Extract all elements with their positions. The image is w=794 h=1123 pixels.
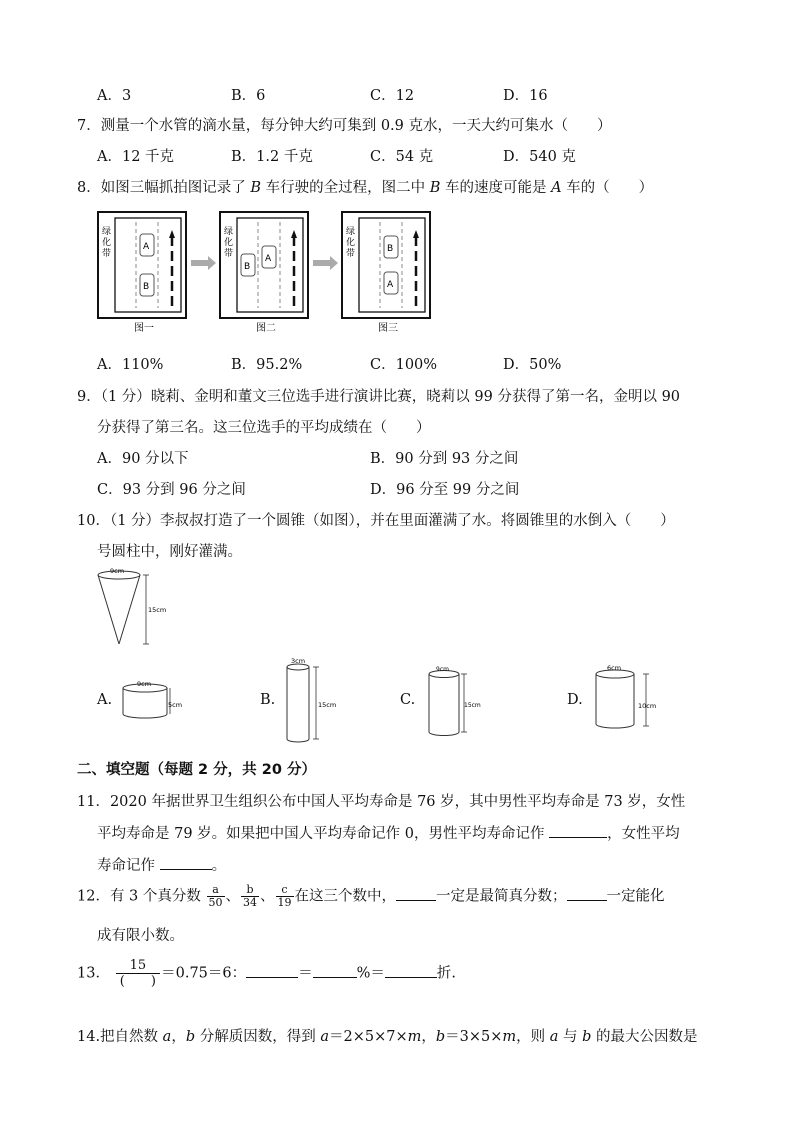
- finite-decimal-blank[interactable]: [567, 886, 607, 901]
- q10-cylinder-d: [592, 660, 672, 738]
- fraction-a-50: $\frac{a}{50}$: [208, 883, 223, 909]
- male-lifespan-blank[interactable]: [549, 823, 607, 838]
- car-a-2: A: [265, 254, 272, 264]
- q8-option-d: D．50%: [503, 357, 562, 373]
- q10-cylinder-a: [118, 676, 188, 724]
- female-lifespan-blank[interactable]: [160, 855, 212, 870]
- q12-line1: 12．有 3 个真分数 $\frac{a}{50}$ 、 $\frac{b}{34}$ 、 $\frac{c}{19}$ 在这三个数中， 一定是最简真分数； 一定能化: [77, 883, 665, 909]
- q6-option-c: C．12: [370, 88, 415, 104]
- q6-option-a: A．3: [97, 88, 132, 104]
- q9-line1: 9．（1 分）晓莉、金明和董文三位选手进行演讲比赛，晓莉以 99 分获得了第一名，金明以 90: [77, 389, 681, 405]
- car-a-1: A: [143, 242, 150, 252]
- q10-option-d-label: D.: [567, 692, 583, 708]
- q10-cone: [96, 566, 166, 648]
- q9-line2: 分获得了第三名。这三位选手的平均成绩在（ ）: [97, 420, 431, 436]
- q7-text: 7．测量一个水管的滴水量，每分钟大约可集到 0.9 克水，一天大约可集水（ ）: [77, 118, 612, 134]
- cylinder-c-diameter: 9cm: [436, 666, 449, 673]
- cylinder-b-diameter: 3cm: [291, 657, 306, 665]
- q8-option-b: B．95.2%: [231, 357, 303, 373]
- caption-2: 图二: [256, 323, 276, 334]
- cone-height: 15cm: [148, 606, 166, 614]
- car-b-1: B: [143, 282, 150, 292]
- q10-line2: 号圆柱中，刚好灌满。: [97, 544, 242, 560]
- q8-frame-1: [98, 212, 186, 318]
- car-b-2: B: [244, 262, 251, 272]
- fraction-15-over-blank: $\frac{15}{( )}$: [116, 958, 161, 989]
- q6-option-b: B．6: [231, 88, 266, 104]
- q10-cylinder-b: [282, 654, 342, 746]
- simplest-fraction-blank[interactable]: [396, 886, 436, 901]
- section-title: 二、填空题（每题 2 分，共 20 分）: [77, 762, 316, 778]
- cylinder-b-height: 15cm: [318, 701, 337, 709]
- q9-option-c: C．93 分到 96 分之间: [97, 482, 246, 498]
- percent-blank[interactable]: [313, 963, 357, 978]
- q6-option-d: D．16: [503, 88, 548, 104]
- cylinder-d-height: 10cm: [638, 702, 657, 710]
- cone-diameter: 9cm: [110, 567, 125, 575]
- q7-option-b: B．1.2 千克: [231, 149, 313, 165]
- q11-line3: 寿命记作 。: [97, 854, 226, 875]
- q7-option-c: C．54 克: [370, 149, 434, 165]
- caption-1: 图一: [134, 323, 154, 334]
- q11-line1: 11．2020 年据世界卫生组织公布中国人平均寿命是 76 岁，其中男性平均寿命是 73 岁，女性: [77, 794, 686, 810]
- green-belt-label-1: 绿化带: [102, 227, 112, 259]
- q10-option-b-label: B.: [260, 692, 276, 708]
- fraction-b-34: $\frac{b}{34}$: [243, 883, 258, 909]
- green-belt-label-2: 绿化带: [224, 227, 234, 259]
- cylinder-a-diameter: 9cm: [137, 680, 152, 688]
- caption-3: 图三: [378, 323, 398, 334]
- q14-line: 14.把自然数 a，b 分解质因数，得到 a＝2×5×7×m，b＝3×5×m，则 a 与 b 的最大公因数是: [77, 1029, 698, 1045]
- q12-line2: 成有限小数。: [97, 928, 184, 944]
- cylinder-c-height: 15cm: [464, 702, 481, 709]
- car-a-3: A: [387, 280, 394, 290]
- cylinder-a-height: 5cm: [168, 701, 183, 709]
- q9-option-a: A．90 分以下: [97, 451, 189, 467]
- q13-line: 13． $\frac{15}{( )}$ ＝0.75＝6： ＝ %＝ 折.: [77, 958, 457, 989]
- q8-frame-2: [220, 212, 308, 318]
- q11-line2: 平均寿命是 79 岁。如果把中国人平均寿命记作 0，男性平均寿命记作 ，女性平均: [97, 822, 680, 843]
- cylinder-d-diameter: 6cm: [607, 664, 622, 672]
- fraction-c-19: $\frac{c}{19}$: [277, 883, 292, 909]
- discount-blank[interactable]: [385, 963, 437, 978]
- arrow-right-icon: [191, 256, 216, 270]
- car-b-3: B: [387, 244, 394, 254]
- q9-option-b: B．90 分到 93 分之间: [370, 451, 519, 467]
- q10-option-a-label: A.: [97, 692, 113, 708]
- q9-option-d: D．96 分至 99 分之间: [370, 482, 520, 498]
- ratio-blank[interactable]: [246, 963, 298, 978]
- q8-option-c: C．100%: [370, 357, 438, 373]
- q10-cylinder-c: [424, 662, 494, 740]
- q10-line1: 10．（1 分）李叔叔打造了一个圆锥（如图），并在里面灌满了水。将圆锥里的水倒入（ ）: [77, 513, 675, 529]
- q7-option-d: D．540 克: [503, 149, 576, 165]
- arrow-right-icon: [313, 256, 338, 270]
- q8-option-a: A．110%: [97, 357, 164, 373]
- q8-text: 8．如图三幅抓拍图记录了 B 车行驶的全过程，图二中 B 车的速度可能是 A 车的（ ）: [77, 180, 654, 196]
- q8-frame-3: [342, 212, 430, 318]
- green-belt-label-3: 绿化带: [346, 227, 356, 259]
- q8-figure: [96, 208, 436, 336]
- q10-option-c-label: C.: [400, 692, 416, 708]
- q7-option-a: A．12 千克: [97, 149, 175, 165]
